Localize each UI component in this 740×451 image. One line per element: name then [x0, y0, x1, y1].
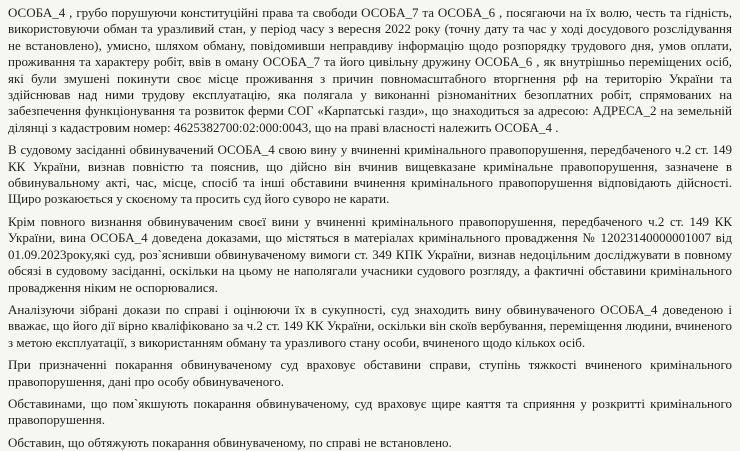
paragraph-qualification: Аналізуючи зібрані докази по справі і оцінюючи їх в сукупності, суд знаходить вину обвинуваченого ОСОБА_4 доведеною і вважає, що його дії вірно кваліфіковано за ч.2 ст. 149 КК України, оскільки він скоїв вербування, переміщення людини, вчиненого з метою експлуатації, з використанням обману та уразливого стану особи, вчиненого щодо кількох осіб.	[8, 301, 732, 350]
paragraph-aggravating-circumstances: Обставин, що обтяжують покарання обвинуваченому, по справі не встановлено.	[8, 434, 452, 450]
paragraph-evidence: Крім повного визнання обвинуваченим своєї вини у вчиненні кримінального правопорушення, передбаченого ч.2 ст. 149 КК України, вина ОСОБА_4 доведена доказами, що містяться в матеріалах кримінального провадження № 12023140000001007 від 01.09.2023року,які суд, роз`яснивши обвинуваченому вимоги ст. 349 КПК України, визнав недоцільним досліджувати в повному обсязі в судовому засіданні, оскільки на цьому не наполягали учасники судового розгляду, а фактичні обставини кримінального провадження ніким не оспорювалися.	[8, 213, 732, 295]
paragraph-defendant-admission: В судовому засіданні обвинувачений ОСОБА_4 свою вину у вчиненні кримінального правопорушення, передбаченого ч.2 ст. 149 КК України, визнав повністю та пояснив, що дійсно він вчинив вищевказане кримінальне правопорушення, зазначене в обвинувальному акті, час, місце, спосіб та інші обставини вчинення кримінального правопорушення відповідають дійсності. Щиро розкаюється у скоєному та просить суд його суворо не карати.	[8, 142, 732, 207]
paragraph-sentencing-factors: При призначенні покарання обвинуваченому суд враховує обставини справи, ступінь тяжкості вчиненого кримінального правопорушення, дані про особу обвинуваченого.	[8, 357, 732, 389]
paragraph-mitigating-circumstances: Обставинами, що пом`якшують покарання обвинуваченому, суд враховує щире каяття та сприяння у розкритті кримінального правопорушення.	[8, 395, 732, 428]
paragraph-charge-description: ОСОБА_4 , грубо порушуючи конституційні права та свободи ОСОБА_7 та ОСОБА_6 , посягаючи на їх волю, честь та гідність, використовуючи обман та уразливий стан, у період часу з вересня 2022 року (точну дату та час у ході досудового розслідування не встановлено), умисно, шляхом обману, повідомивши неправдиву інформацію щодо розпорядку трудового дня, умов оплати, проживання та характеру робіт, ввів в оману ОСОБА_7 та його цивільну дружину ОСОБА_6 , як внутрішньо переміщених осіб, які були змушені покинути своє місце проживання з причин повномасштабного вторгнення рф на територію України та здійснював над ними трудову експлуатацію, яка полягала у виконанні різноманітних безоплатних робіт, спрямованих на забезпечення функціонування та розвиток ферми СОГ «Карпатські газди», що знаходиться за адресою: АДРЕСА_2 на земельній ділянці з кадастровим номер: 4625382700:02:000:0043, що на праві власності належить ОСОБА_4 .	[8, 5, 732, 135]
